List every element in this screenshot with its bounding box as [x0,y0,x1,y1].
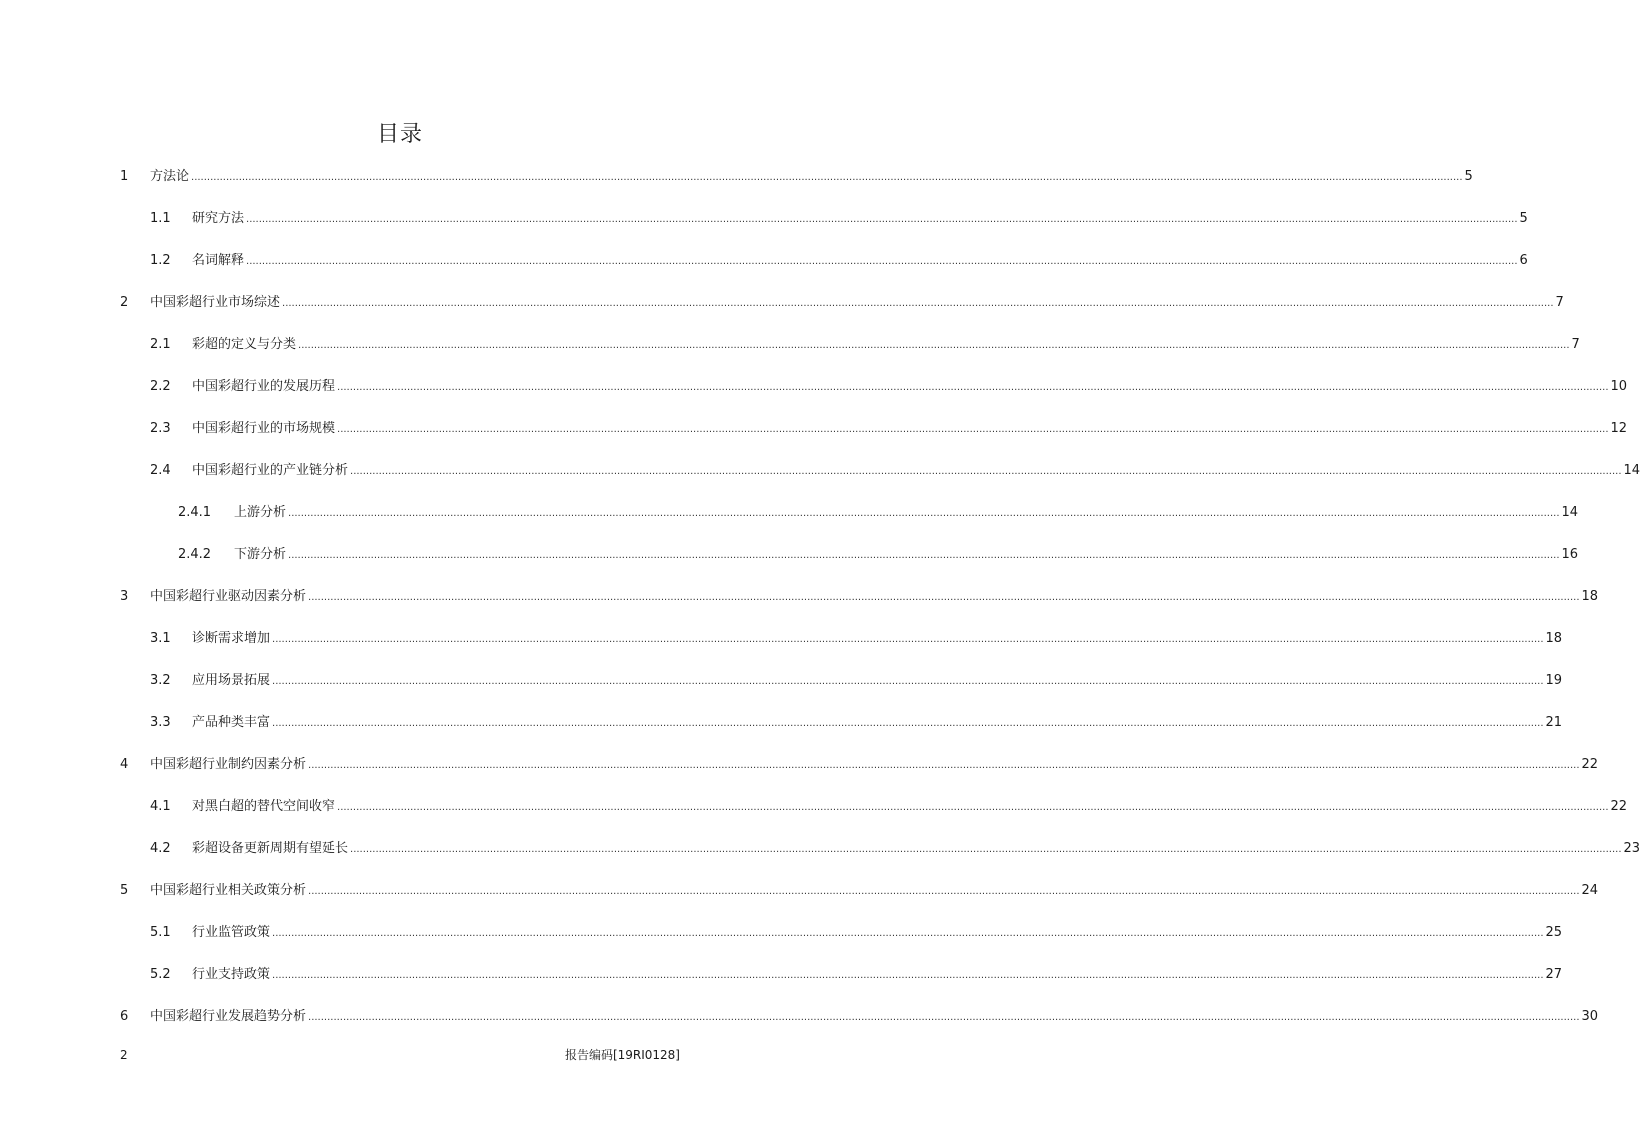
toc-entry-number: 1.2 [150,253,171,268]
toc-entry-number: 5.2 [150,967,171,982]
toc-leader-dots: ................................................................................................................................................................................................................................................................................................................................................................................................................ [298,340,1570,351]
footer-report-code: 报告编码[19RI0128] [564,1048,680,1062]
toc-entry-page: 7 [1555,295,1564,310]
toc-entry-line [150,881,1599,901]
toc-entry-number: 2.3 [150,421,171,436]
toc-entry[interactable] [0,503,1579,523]
toc-entry[interactable] [0,839,1640,859]
toc-leader-dots: ................................................................................................................................................................................................................................................................................................................................................................................................................ [272,676,1544,687]
toc-entry[interactable] [0,587,1599,607]
toc-entry-page: 18 [1581,589,1599,604]
toc-entry-number: 1 [120,169,129,184]
toc-entry-number: 4.1 [150,799,171,814]
toc-leader-dots: ................................................................................................................................................................................................................................................................................................................................................................................................................ [246,256,1518,267]
toc-leader-dots: ................................................................................................................................................................................................................................................................................................................................................................................................................ [337,382,1609,393]
toc-entry-label: 对黑白超的替代空间收窄 [192,799,336,814]
toc-entry-label: 彩超设备更新周期有望延长 [192,841,349,856]
toc-entry-line [150,755,1599,775]
toc-entry-label: 应用场景拓展 [192,673,271,688]
toc-entry-label: 中国彩超行业发展趋势分析 [150,1009,307,1024]
toc-entry-number: 4.2 [150,841,171,856]
toc-leader-dots: ................................................................................................................................................................................................................................................................................................................................................................................................................ [337,424,1609,435]
toc-entry-label: 中国彩超行业驱动因素分析 [150,589,307,604]
toc-leader-dots: ................................................................................................................................................................................................................................................................................................................................................................................................................ [272,634,1544,645]
toc-entry-line [150,293,1564,313]
toc-entry-line [150,587,1599,607]
toc-entry-number: 2.1 [150,337,171,352]
toc-entry[interactable] [0,629,1563,649]
toc-entry-label: 中国彩超行业的发展历程 [192,379,336,394]
toc-entry-label: 上游分析 [234,505,287,520]
toc-entry-number: 2.4.2 [178,547,212,562]
toc-entry[interactable] [0,377,1628,397]
toc-entry-line [192,251,1528,271]
toc-entry-number: 3 [120,589,129,604]
toc-entry-page: 12 [1610,421,1628,436]
toc-entry-page: 6 [1519,253,1528,268]
toc-entry[interactable] [0,461,1640,481]
toc-entry-page: 18 [1545,631,1563,646]
toc-entry-page: 27 [1545,967,1563,982]
toc-entry[interactable] [0,545,1579,565]
toc-entry-label: 中国彩超行业的产业链分析 [192,463,349,478]
toc-entry-page: 19 [1545,673,1563,688]
toc-entry[interactable] [0,923,1563,943]
toc-entry[interactable] [0,209,1528,229]
toc-entry-label: 中国彩超行业的市场规模 [192,421,336,436]
toc-entry-number: 2.4.1 [178,505,212,520]
toc-leader-dots: ................................................................................................................................................................................................................................................................................................................................................................................................................ [272,970,1544,981]
toc-entry-line [192,965,1563,985]
toc-entry-line [192,629,1563,649]
toc-entry-line [192,209,1528,229]
toc-entry[interactable] [0,1007,1599,1027]
toc-leader-dots: ................................................................................................................................................................................................................................................................................................................................................................................................................ [350,466,1622,477]
toc-entry[interactable] [0,167,1473,187]
toc-entry-label: 行业监管政策 [192,925,271,940]
toc-entry[interactable] [0,713,1563,733]
toc-leader-dots: ................................................................................................................................................................................................................................................................................................................................................................................................................ [272,718,1544,729]
toc-entry-label: 中国彩超行业市场综述 [150,295,281,310]
toc-entry[interactable] [0,671,1563,691]
toc-leader-dots: ................................................................................................................................................................................................................................................................................................................................................................................................................ [337,802,1609,813]
toc-entry-label: 中国彩超行业制约因素分析 [150,757,307,772]
toc-entry-page: 30 [1581,1009,1599,1024]
toc-entry-line [192,923,1563,943]
toc-entry-line [150,1007,1599,1027]
toc-leader-dots: ................................................................................................................................................................................................................................................................................................................................................................................................................ [308,760,1580,771]
toc-entry-label: 诊断需求增加 [192,631,271,646]
toc-entry-label: 中国彩超行业相关政策分析 [150,883,307,898]
toc-entry-page: 10 [1610,379,1628,394]
toc-leader-dots: ................................................................................................................................................................................................................................................................................................................................................................................................................ [308,886,1580,897]
toc-entry-page: 16 [1561,547,1579,562]
toc-entry-line [192,419,1628,439]
toc-entry-page: 21 [1545,715,1563,730]
toc-entry-number: 5 [120,883,129,898]
toc-entry-page: 22 [1610,799,1628,814]
toc-entry-line [150,167,1473,187]
toc-entry-line [192,671,1563,691]
toc-entry[interactable] [0,251,1528,271]
toc-entry-number: 3.1 [150,631,171,646]
toc-entry-label: 彩超的定义与分类 [192,337,297,352]
toc-entry-number: 4 [120,757,129,772]
toc-leader-dots: ................................................................................................................................................................................................................................................................................................................................................................................................................ [308,1012,1580,1023]
toc-entry-line [192,839,1640,859]
toc-entry-number: 2 [120,295,129,310]
toc-leader-dots: ................................................................................................................................................................................................................................................................................................................................................................................................................ [350,844,1622,855]
toc-entry-number: 5.1 [150,925,171,940]
toc-leader-dots: ................................................................................................................................................................................................................................................................................................................................................................................................................ [288,550,1560,561]
toc-entry[interactable] [0,419,1628,439]
toc-entry[interactable] [0,293,1564,313]
toc-leader-dots: ................................................................................................................................................................................................................................................................................................................................................................................................................ [288,508,1560,519]
toc-entry-label: 研究方法 [192,211,245,226]
toc-entry[interactable] [0,881,1599,901]
toc-entry-label: 行业支持政策 [192,967,271,982]
toc-entry-page: 14 [1561,505,1579,520]
toc-entry-label: 下游分析 [234,547,287,562]
toc-leader-dots: ................................................................................................................................................................................................................................................................................................................................................................................................................ [246,214,1518,225]
toc-entry-page: 5 [1519,211,1528,226]
page-title: 目录 [376,122,423,147]
toc-leader-dots: ................................................................................................................................................................................................................................................................................................................................................................................................................ [282,298,1554,309]
toc-entry-page: 14 [1623,463,1640,478]
toc-entry-number: 6 [120,1009,129,1024]
toc-entry-line [192,713,1563,733]
toc-entry-number: 1.1 [150,211,171,226]
toc-entry-page: 24 [1581,883,1599,898]
toc-entry-line [234,503,1579,523]
toc-leader-dots: ................................................................................................................................................................................................................................................................................................................................................................................................................ [191,172,1463,183]
toc-leader-dots: ................................................................................................................................................................................................................................................................................................................................................................................................................ [308,592,1580,603]
toc-entry-page: 22 [1581,757,1599,772]
toc-leader-dots: ................................................................................................................................................................................................................................................................................................................................................................................................................ [272,928,1544,939]
toc-entry-label: 名词解释 [192,253,245,268]
toc-entry-label: 产品种类丰富 [192,715,271,730]
toc-entry-label: 方法论 [150,169,190,184]
toc-entry-number: 3.2 [150,673,171,688]
toc-entry-line [192,335,1580,355]
toc-entry-page: 23 [1623,841,1640,856]
toc-entry[interactable] [0,965,1563,985]
toc-entry-page: 7 [1571,337,1580,352]
toc-entry-number: 3.3 [150,715,171,730]
toc-entry-page: 25 [1545,925,1563,940]
footer-page-number: 2 [120,1048,128,1062]
toc-entry[interactable] [0,755,1599,775]
toc-entry[interactable] [0,797,1628,817]
toc-entry[interactable] [0,335,1580,355]
toc-entry-number: 2.2 [150,379,171,394]
toc-entry-line [192,797,1628,817]
toc-entry-number: 2.4 [150,463,171,478]
toc-entry-line [192,461,1640,481]
toc-entry-page: 5 [1464,169,1473,184]
toc-entry-line [192,377,1628,397]
toc-entry-line [234,545,1579,565]
